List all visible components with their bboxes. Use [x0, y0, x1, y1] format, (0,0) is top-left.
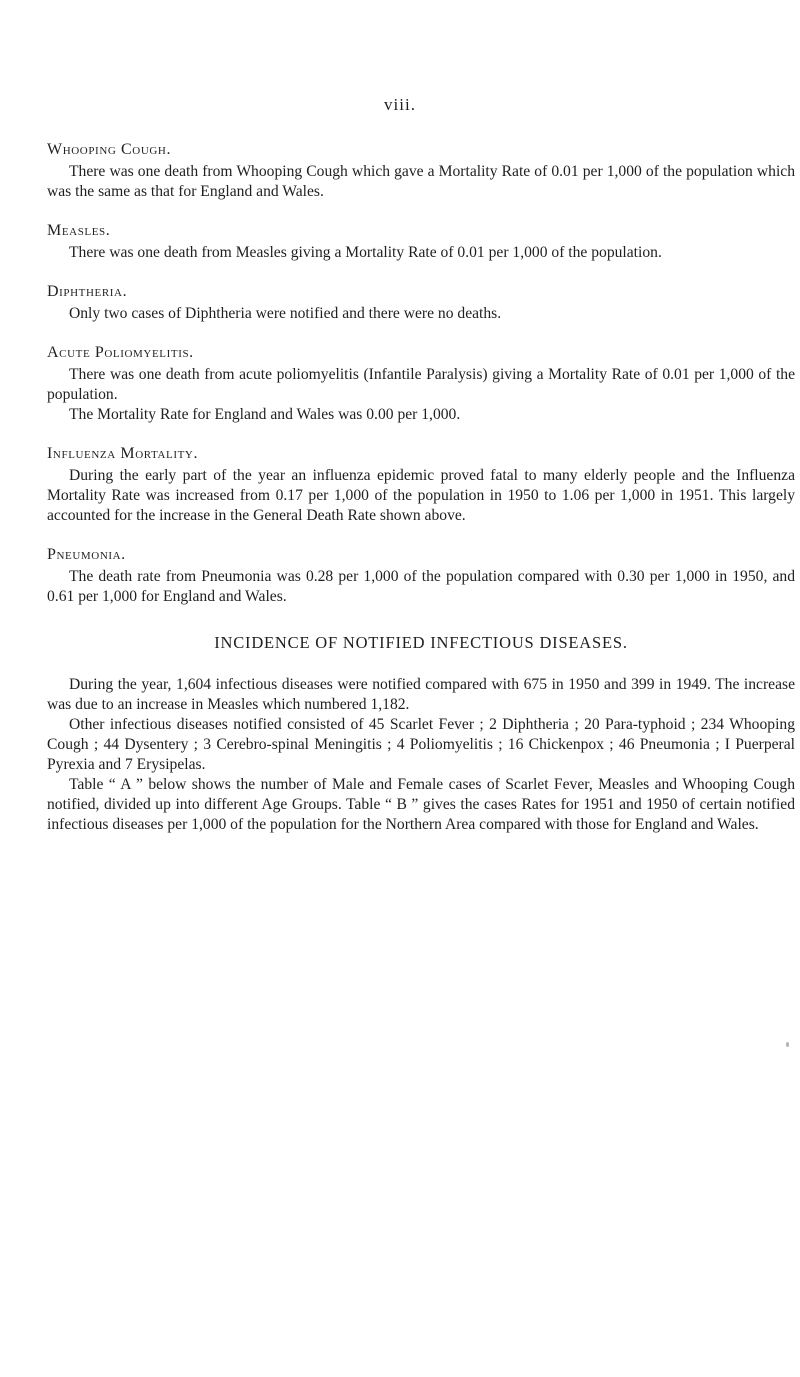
- section-acute-poliomyelitis: [47, 343, 795, 425]
- section-heading: Acute Poliomyelitis.: [47, 344, 194, 361]
- paragraph: There was one death from Measles giving a Mortality Rate of 0.01 per 1,000 of the population.: [69, 244, 662, 261]
- section-heading: Pneumonia.: [47, 546, 126, 563]
- paragraph: The Mortality Rate for England and Wales was 0.00 per 1,000.: [69, 406, 461, 423]
- paragraph: Other infectious diseases notified consisted of 45 Scarlet Fever ; 2 Diphtheria ; 20 Para-typhoid ; 234 Whooping Cough ; 44 Dysentery ; 3 Cerebro-spinal Meningitis ; 4 Poliomyelitis ; 16 Chickenpox ; 46 Pneumonia ; I Puerperal Pyrexia and 7 Erysipelas.: [47, 716, 795, 773]
- section-heading: Diphtheria.: [47, 283, 128, 300]
- paragraph: There was one death from Whooping Cough which gave a Mortality Rate of 0.01 per 1,000 of the population which was the same as that for England and Wales.: [47, 163, 795, 200]
- section-influenza-mortality: [47, 444, 795, 526]
- section-diphtheria: [47, 282, 795, 324]
- section-heading: Measles.: [47, 222, 111, 239]
- paragraph: Table “ A ” below shows the number of Male and Female cases of Scarlet Fever, Measles and Whooping Cough notified, divided up into different Age Groups. Table “ B ” gives the cases Rates for 1951 and 1950 of certain notified infectious diseases per 1,000 of the population for the Northern Area compared with those for England and Wales.: [47, 776, 795, 833]
- section-heading: Whooping Cough.: [47, 141, 172, 158]
- section-pneumonia: [47, 545, 795, 607]
- paragraph: The death rate from Pneumonia was 0.28 per 1,000 of the population compared with 0.30 per 1,000 in 1950, and 0.61 per 1,000 for England and Wales.: [47, 568, 795, 605]
- paragraph: During the year, 1,604 infectious diseases were notified compared with 675 in 1950 and 399 in 1949. The increase was due to an increase in Measles which numbered 1,182.: [47, 676, 795, 713]
- page-number: viii.: [384, 95, 416, 114]
- section-incidence: [47, 675, 795, 835]
- paragraph: During the early part of the year an influenza epidemic proved fatal to many elderly people and the Influenza Mortality Rate was increased from 0.17 per 1,000 of the population in 1950 to 1.06 per 1,000 in 1951. This largely accounted for the increase in the General Death Rate shown above.: [47, 467, 795, 524]
- page-content: [47, 140, 795, 854]
- paragraph: Only two cases of Diphtheria were notified and there were no deaths.: [69, 305, 502, 322]
- section-measles: [47, 221, 795, 263]
- section-whooping-cough: [47, 140, 795, 202]
- section-heading: Influenza Mortality.: [47, 445, 199, 462]
- paragraph: There was one death from acute poliomyelitis (Infantile Paralysis) giving a Mortality Rate of 0.01 per 1,000 of the population.: [47, 366, 795, 403]
- paper-speck: [786, 1042, 789, 1047]
- incidence-title: INCIDENCE OF NOTIFIED INFECTIOUS DISEASES.: [214, 633, 628, 652]
